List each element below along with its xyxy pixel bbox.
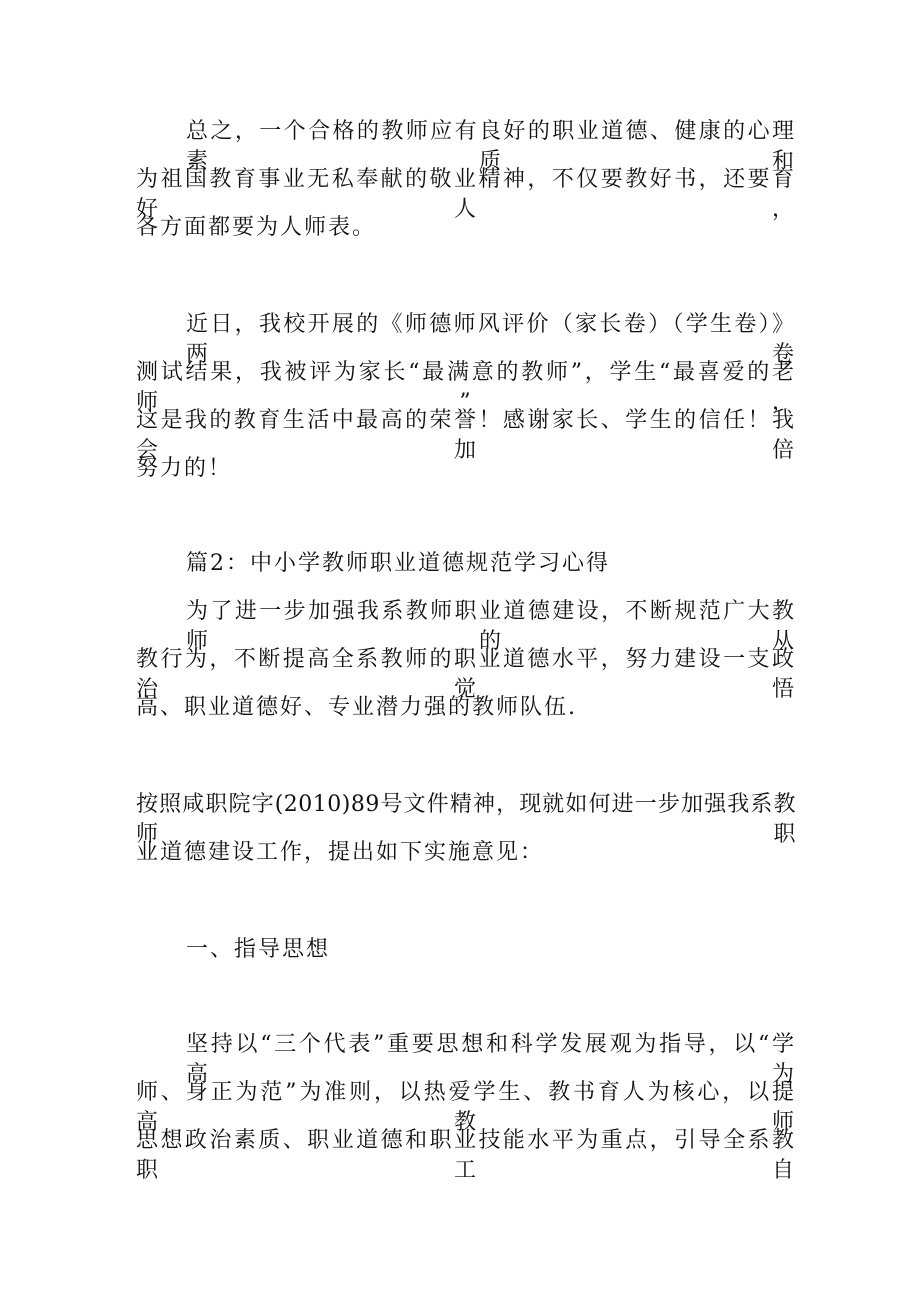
paragraph-2-line-2: 测试结果，我被评为家长“最满意的教师”，学生“最喜爱的老师”， bbox=[136, 360, 796, 415]
paragraph-5-line-1: 坚持以“三个代表”重要思想和科学发展观为指导，以“学高为 bbox=[186, 1032, 796, 1087]
paragraph-2-line-4: 努力的！ bbox=[136, 456, 233, 481]
paragraph-1-line-2: 为祖国教育事业无私奉献的敬业精神，不仅要教好书，还要育好人， bbox=[136, 167, 796, 222]
paragraph-2-line-3: 这是我的教育生活中最高的荣誉！感谢家长、学生的信任！我会加倍 bbox=[136, 408, 796, 463]
paragraph-5-line-3: 思想政治素质、职业道德和职业技能水平为重点，引导全系教职工自 bbox=[136, 1128, 796, 1183]
paragraph-5-line-2: 师、身正为范”为准则，以热爱学生、教书育人为核心，以提高教师 bbox=[136, 1080, 796, 1135]
paragraph-3-line-2: 教行为，不断提高全系教师的职业道德水平，努力建设一支政治觉悟 bbox=[136, 647, 796, 702]
article-2-heading: 篇2：中小学教师职业道德规范学习心得 bbox=[186, 551, 610, 576]
paragraph-4-line-2: 业道德建设工作，提出如下实施意见： bbox=[136, 840, 545, 865]
paragraph-3-line-3: 高、职业道德好、专业潜力强的教师队伍. bbox=[136, 695, 577, 720]
paragraph-1-line-3: 各方面都要为人师表。 bbox=[136, 215, 377, 240]
paragraph-3-line-1: 为了进一步加强我系教师职业道德建设，不断规范广大教师的从 bbox=[186, 599, 796, 654]
paragraph-2-line-1: 近日，我校开展的《师德师风评价（家长卷）（学生卷）》两卷 bbox=[186, 312, 796, 367]
paragraph-1-line-1: 总之，一个合格的教师应有良好的职业道德、健康的心理素质和 bbox=[186, 119, 796, 174]
section-1-heading: 一、指导思想 bbox=[186, 937, 331, 962]
paragraph-4-line-1: 按照咸职院字(2010)89号文件精神，现就如何进一步加强我系教师职 bbox=[136, 792, 796, 847]
